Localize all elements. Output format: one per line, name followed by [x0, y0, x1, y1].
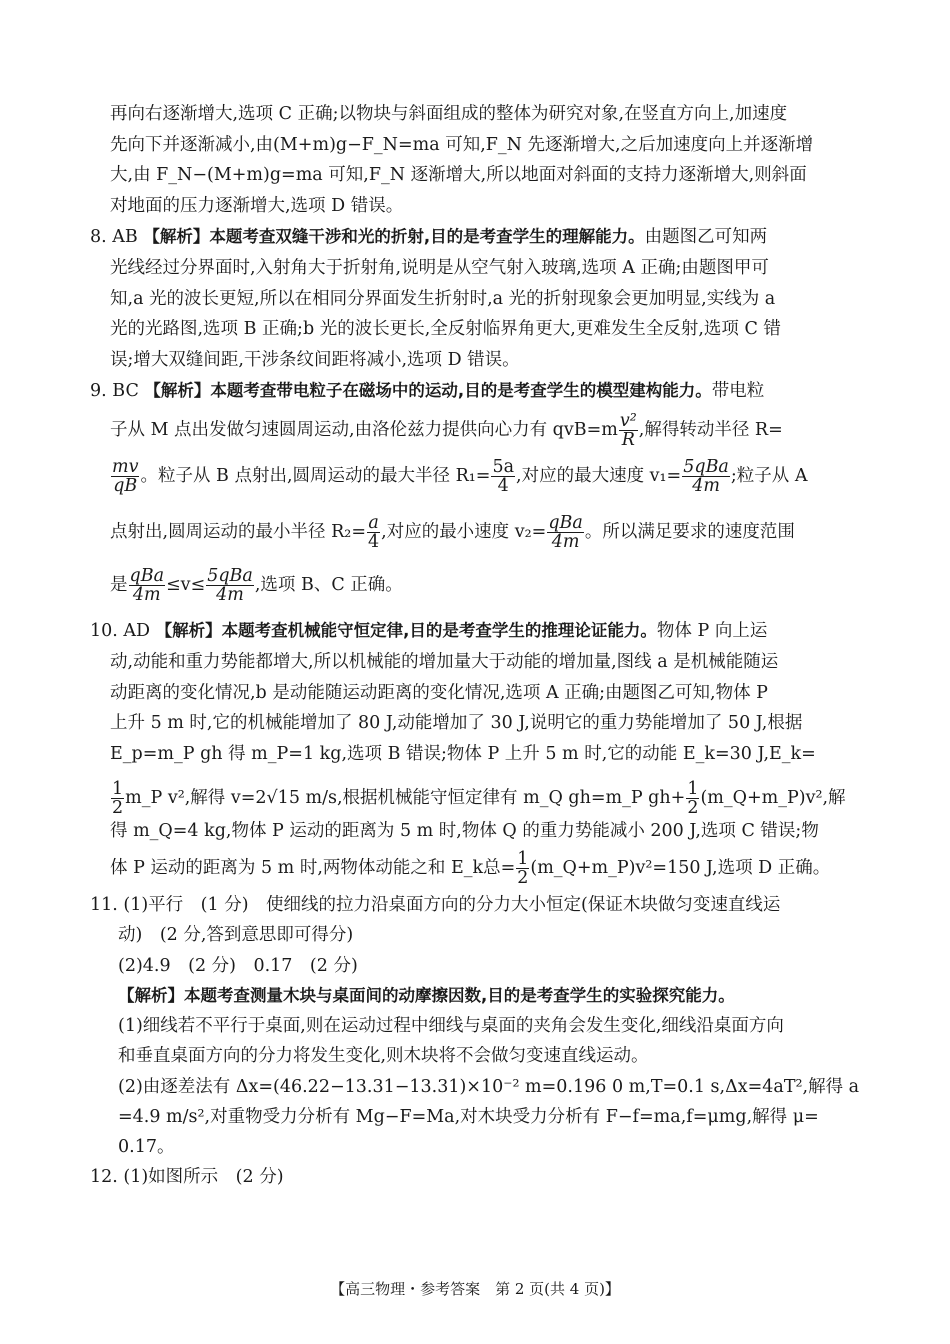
- q9-line-5: [110, 567, 403, 604]
- text-run: 子从 M 点出发做匀速圆周运动,由洛伦兹力提供向心力有 qvB=m: [110, 420, 618, 440]
- text-run: 体 P 运动的距离为 5 m 时,两物体动能之和 E_k总=: [110, 858, 516, 878]
- q9-line-4: [110, 514, 795, 551]
- text-line: 光线经过分界面时,入射角大于折射角,说明是从空气射入玻璃,选项 A 正确;由题图甲可: [110, 258, 769, 278]
- q8-answer-tag: 8. AB: [90, 227, 138, 247]
- q10-line-8: [110, 850, 830, 887]
- text-line: 0.17。: [118, 1137, 175, 1157]
- fraction-half: $\frac{1}{2}$: [687, 779, 699, 818]
- fraction-qBa-over-4m: $\frac{\text{qBa}}{4m}$: [129, 566, 164, 605]
- q8-line-1: [90, 226, 767, 248]
- text-run: ,对应的最大速度 v₁=: [516, 466, 682, 486]
- q9-line-1: [90, 380, 764, 402]
- fraction-5a-over-4: $\frac{5a}{4}$: [492, 457, 515, 496]
- q9-answer-tag: 9. BC: [90, 381, 139, 401]
- text-line: 和垂直桌面方向的分力将发生变化,则木块将不会做匀变速直线运动。: [118, 1046, 649, 1066]
- q10-line-1: [90, 620, 767, 642]
- text-line: =4.9 m/s²,对重物受力分析有 Mg−F=Ma,对木块受力分析有 F−f=ma,f=μmg,解得 μ=: [118, 1107, 819, 1127]
- q11-analysis-heading: 【解析】本题考查测量木块与桌面间的动摩擦因数,目的是考查学生的实验探究能力。: [118, 986, 735, 1005]
- q9-analysis-heading: 【解析】本题考查带电粒子在磁场中的运动,目的是考查学生的模型建构能力。: [144, 381, 712, 400]
- text-run: m_P v²,解得 v=2√15 m/s,根据机械能守恒定律有 m_Q gh=m_P gh+: [125, 788, 686, 808]
- fraction-5qBa-over-4m: $\frac{\text{5qBa}}{4m}$: [683, 457, 729, 496]
- q9-line-3: [110, 458, 807, 495]
- q11-analysis-line: [118, 985, 735, 1007]
- text-line: E_p=m_P gh 得 m_P=1 kg,选项 B 错误;物体 P 上升 5 m 时,它的动能 E_k=30 J,E_k=: [110, 744, 816, 764]
- fraction-mv-over-qB: $\frac{mv}{qB}$: [112, 457, 139, 496]
- text-line: (1)细线若不平行于桌面,则在运动过程中细线与桌面的夹角会发生变化,细线沿桌面方向: [118, 1016, 784, 1036]
- text-line: 大,由 F_N−(M+m)g=ma 可知,F_N 逐渐增大,所以地面对斜面的支持力逐渐增大,则斜面: [110, 165, 807, 185]
- text-line: 11. (1)平行 (1 分) 使细线的拉力沿桌面方向的分力大小恒定(保证木块做匀变速直线运: [90, 895, 781, 915]
- text-line: 得 m_Q=4 kg,物体 P 运动的距离为 5 m 时,物体 Q 的重力势能减小 200 J,选项 C 错误;物: [110, 821, 819, 841]
- text-run: (m_Q+m_P)v²=150 J,选项 D 正确。: [530, 858, 831, 878]
- q8-text: 由题图乙可知两: [644, 227, 768, 247]
- text-line: 先向下并逐渐减小,由(M+m)g−F_N=ma 可知,F_N 先逐渐增大,之后加速度向上并逐渐增: [110, 135, 814, 155]
- text-run: ,选项 B、C 正确。: [254, 575, 403, 595]
- text-line: 误;增大双缝间距,干涉条纹间距将减小,选项 D 错误。: [110, 350, 520, 370]
- text-run: ;粒子从 A: [730, 466, 808, 486]
- q10-text: 物体 P 向上运: [656, 621, 768, 641]
- text-line: 上升 5 m 时,它的机械能增加了 80 J,动能增加了 30 J,说明它的重力势能增加了 50 J,根据: [110, 713, 803, 733]
- text-line: 动) (2 分,答到意思即可得分): [118, 925, 354, 945]
- q9-text: 带电粒: [711, 381, 765, 401]
- text-line: 动,动能和重力势能都增大,所以机械能的增加量大于动能的增加量,图线 a 是机械能随运: [110, 652, 779, 672]
- fraction-half: $\frac{1}{2}$: [517, 849, 529, 888]
- text-run: 是: [110, 575, 128, 595]
- text-line: (2)4.9 (2 分) 0.17 (2 分): [118, 956, 358, 976]
- text-run: 点射出,圆周运动的最小半径 R₂=: [110, 522, 366, 542]
- text-line: (2)由逐差法有 Δx=(46.22−13.31−13.31)×10⁻² m=0.196 0 m,T=0.1 s,Δx=4aT²,解得 a: [118, 1077, 860, 1097]
- text-line: 对地面的压力逐渐增大,选项 D 错误。: [110, 196, 404, 216]
- text-run: 。粒子从 B 点射出,圆周运动的最大半径 R₁=: [140, 466, 491, 486]
- q10-analysis-heading: 【解析】本题考查机械能守恒定律,目的是考查学生的推理论证能力。: [155, 621, 657, 640]
- q9-line-2: [110, 412, 783, 449]
- text-line: 光的光路图,选项 B 正确;b 光的波长更长,全反射临界角更大,更难发生全反射,选项 C 错: [110, 319, 781, 339]
- text-line: 动距离的变化情况,b 是动能随运动距离的变化情况,选项 A 正确;由题图乙可知,物体 P: [110, 683, 768, 703]
- text-run: 。所以满足要求的速度范围: [584, 522, 795, 542]
- page-footer: 【高三物理・参考答案 第 2 页(共 4 页)】: [330, 1280, 620, 1298]
- text-run: ,解得转动半径 R=: [638, 420, 783, 440]
- text-run: (m_Q+m_P)v²,解: [700, 788, 846, 808]
- q8-analysis-heading: 【解析】本题考查双缝干涉和光的折射,目的是考查学生的理解能力。: [143, 227, 645, 246]
- text-run: ,对应的最小速度 v₂=: [381, 522, 547, 542]
- q10-answer-tag: 10. AD: [90, 621, 151, 641]
- text-line: 再向右逐渐增大,选项 C 正确;以物块与斜面组成的整体为研究对象,在竖直方向上,加速度: [110, 104, 788, 124]
- fraction-v2-over-R: $\frac{\text{v²}}{R}$: [619, 411, 637, 450]
- fraction-a-over-4: $\frac{a}{4}$: [367, 513, 380, 552]
- text-line: 12. (1)如图所示 (2 分): [90, 1167, 284, 1187]
- fraction-5qBa-over-4m: $\frac{\text{5qBa}}{4m}$: [207, 566, 253, 605]
- text-run: ≤v≤: [166, 575, 206, 595]
- text-line: 知,a 光的波长更短,所以在相同分界面发生折射时,a 光的折射现象会更加明显,实线为 a: [110, 289, 776, 309]
- fraction-half: $\frac{1}{2}$: [112, 779, 124, 818]
- fraction-qBa-over-4m: $\frac{\text{qBa}}{4m}$: [548, 513, 583, 552]
- q10-line-6: [110, 780, 846, 817]
